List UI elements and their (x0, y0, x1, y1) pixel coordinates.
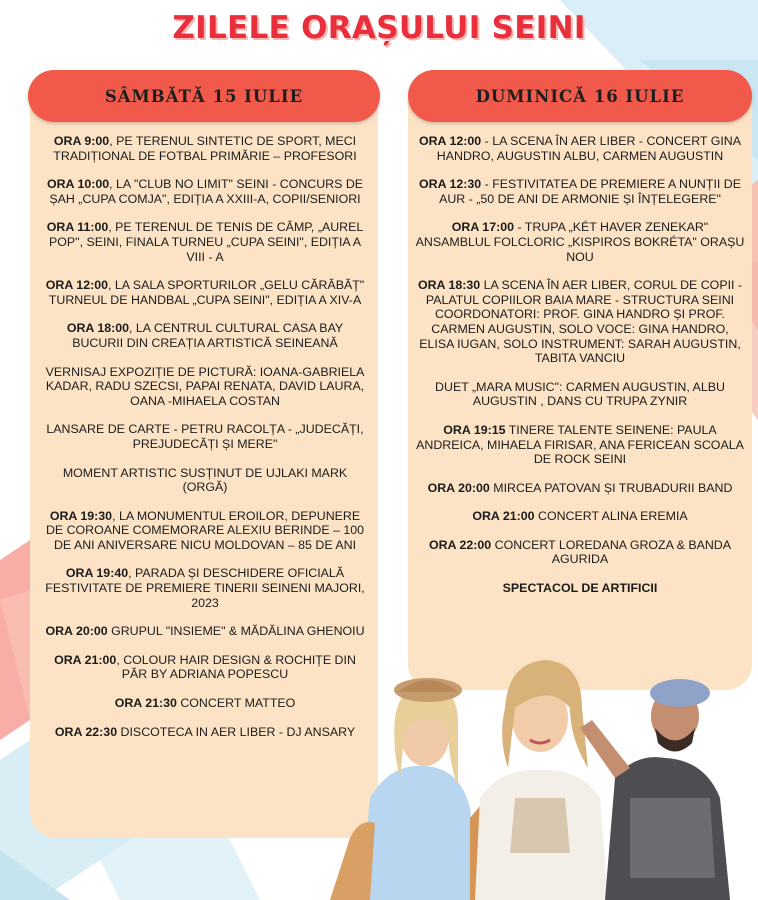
performer-middle-figure (475, 660, 608, 900)
page-title: ZILELE ORAȘULUI SEINI (172, 10, 586, 46)
performers-photo (330, 648, 758, 900)
list-item: ORA 12:00 - LA SCENA ÎN AER LIBER - CONCERT GINA HANDRO, AUGUSTIN ALBU, CARMEN AUGUSTIN (418, 134, 742, 163)
saturday-heading: SÂMBĂTĂ 15 IULIE (28, 70, 380, 122)
list-item: ORA 12:30 - FESTIVITATEA DE PREMIERE A NUNȚII DE AUR - „50 DE ANI DE ARMONIE ȘI ÎNȚELEGERE" (418, 177, 741, 206)
list-item: ORA 22:00 CONCERT LOREDANA GROZA & BANDA AGURIDA (428, 537, 732, 567)
saturday-schedule (40, 134, 370, 753)
list-item: VERNISAJ EXPOZIȚIE DE PICTURĂ: IOANA-GABRIELA KADAR, RADU SZECSI, PAPAI RENATA, DAVID LAURA, OANA -MIHAELA COSTAN (45, 364, 365, 408)
list-item: MOMENT ARTISTIC SUSȚINUT DE UJLAKI MARK (ORGĂ) (62, 465, 348, 495)
list-item: ORA 18:00, LA CENTRUL CULTURAL CASA BAY BUCURII DIN CREAȚIA ARTISTICĂ SEINEANĂ (66, 321, 344, 350)
list-item: ORA 20:00 MIRCEA PATOVAN ȘI TRUBADURII BAND (427, 480, 733, 495)
list-item: ORA 18:30 LA SCENA ÎN AER LIBER, CORUL DE COPII - PALATUL COPIILOR BAIA MARE - STRUCTURA SEINI COORDONATORI: PROF. GINA HANDRO ȘI PROF. CARMEN AUGUSTIN, SOLO VOCE: GINA HANDRO, ELISA IUGAN, SOLO INSTRUMENT: SARAH AUGUSTIN, TABITA VANCIU (417, 278, 743, 366)
list-item: ORA 10:00, LA "CLUB NO LIMIT" SEINI - CONCURS DE ȘAH „CUPA COMJA", EDIȚIA A XXIII-A, COPII/SENIORI (46, 177, 364, 206)
list-item: ORA 21:00, COLOUR HAIR DESIGN & ROCHIȚE DIN PĂR BY ADRIANA POPESCU (54, 652, 356, 682)
sunday-schedule (414, 134, 746, 610)
list-item: ORA 9:00, PE TERENUL SINTETIC DE SPORT, MECI TRADIȚIONAL DE FOTBAL PRIMĂRIE – PROFESORI (53, 134, 357, 163)
list-item: SPECTACOL DE ARTIFICII (502, 581, 658, 596)
list-item: ORA 17:00 - TRUPA „KÉT HAVER ZENEKAR" ANSAMBLUL FOLCLORIC „KISPIROS BOKRÉTA" ORAȘU NOU (415, 220, 745, 264)
list-item: ORA 19:40, PARADA ȘI DESCHIDERE OFICIALĂ FESTIVITATE DE PREMIERE TINERII SEINENI MAJORI, 2023 (45, 566, 365, 610)
list-item: ORA 20:00 GRUPUL "INSIEME" & MĂDĂLINA GHENOIU (45, 624, 365, 639)
list-item: ORA 19:15 TINERE TALENTE SEINENE: PAULA ANDREICA, MIHAELA FIRISAR, ANA FERICEAN SCOALA DE ROCK SEINI (416, 422, 744, 467)
list-item: LANSARE DE CARTE - PETRU RACOLȚA - „JUDECĂȚI, PREJUDECĂȚI ȘI MERE" (46, 422, 364, 451)
list-item: ORA 21:30 CONCERT MATTEO (114, 696, 296, 711)
list-item: DUET „MARA MUSIC": CARMEN AUGUSTIN, ALBU AUGUSTIN , DANS CU TRUPA ZYNIR (435, 379, 725, 409)
list-item: ORA 11:00, PE TERENUL DE TENIS DE CÂMP, „AUREL POP", SEINI, FINALA TURNEU „CUPA SEINI", EDIȚIA A VIII - A (46, 220, 364, 264)
sunday-heading: DUMINICĂ 16 IULIE (408, 70, 752, 122)
list-item: ORA 22:30 DISCOTECA IN AER LIBER - DJ ANSARY (54, 724, 356, 739)
list-item: ORA 21:00 CONCERT ALINA EREMIA (472, 509, 688, 524)
list-item: ORA 12:00, LA SALA SPORTURILOR „GELU CĂRĂBĂȚ" TURNEUL DE HANDBAL „CUPA SEINI", EDIȚIA A XIV-A (45, 278, 365, 307)
list-item: ORA 19:30, LA MONUMENTUL EROILOR, DEPUNERE DE COROANE COMEMORARE ALEXIU BERINDE – 100 DE ANI ANIVERSARE NICU MOLDOVAN – 85 DE ANI (45, 508, 365, 552)
